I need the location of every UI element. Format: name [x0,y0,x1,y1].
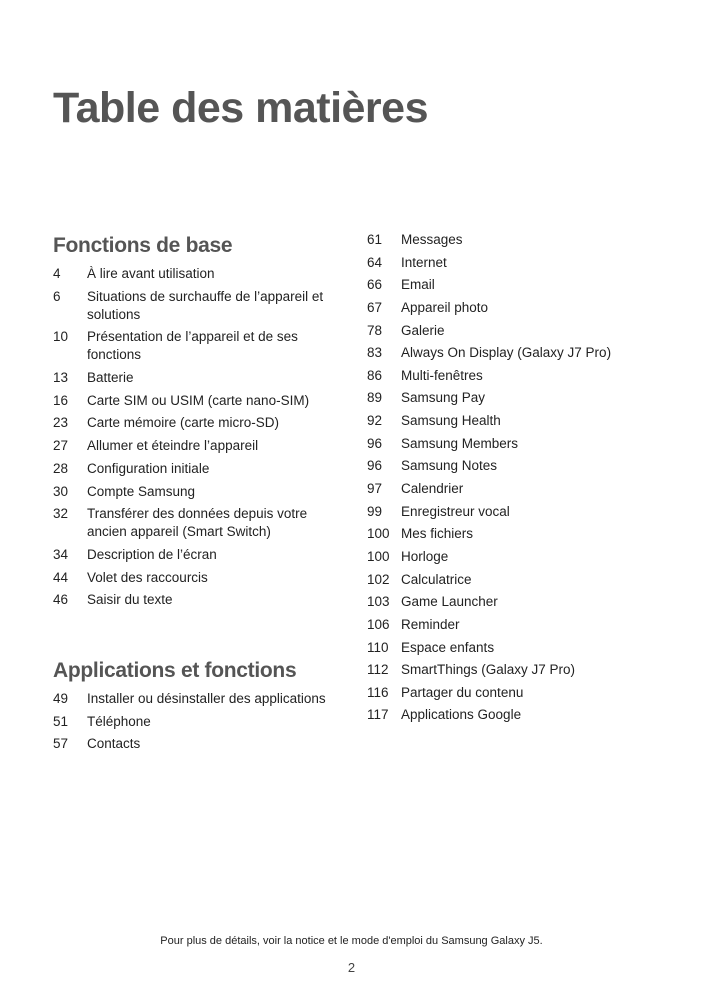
toc-list-fonctions-de-base [53,265,338,609]
toc-page-number: 117 [367,707,389,723]
footnote: Pour plus de détails, voir la notice et le mode d'emploi du Samsung Galaxy J5. [160,935,543,947]
toc-entry[interactable] [53,265,338,283]
toc-entry-label: Game Launcher [401,594,498,610]
page-number: 2 [347,960,356,975]
toc-column-left [53,231,338,758]
toc-entry[interactable] [367,525,667,543]
toc-entry[interactable] [53,437,338,455]
toc-page-number: 64 [367,254,383,270]
toc-page-number: 102 [367,571,390,587]
toc-entry-label: Messages [401,232,463,247]
toc-page-number: 67 [367,299,383,315]
toc-page-number: 110 [367,639,389,655]
toc-page-number: 51 [53,713,69,729]
toc-page-number: 100 [367,548,390,564]
toc-page-number: 30 [53,483,69,499]
toc-entry[interactable] [367,322,667,340]
toc-entry-label: Email [401,277,435,293]
toc-page-number: 103 [367,594,390,610]
toc-entry[interactable] [53,569,338,587]
toc-page-number: 89 [367,390,383,406]
toc-page-number: 112 [367,662,389,678]
toc-entry-label: Internet [401,254,447,270]
section-title-applications-et-fonctions: Applications et fonctions [53,658,297,682]
toc-page-number: 23 [53,415,69,431]
toc-entry-label: Transférer des données depuis votre ancien appareil (Smart Switch) [87,506,308,540]
toc-page-number: 83 [367,345,383,361]
toc-entry[interactable] [367,616,667,634]
toc-entry-label: À lire avant utilisation [87,266,215,281]
toc-entry[interactable] [367,639,667,657]
toc-page-number: 34 [53,546,69,562]
toc-entry-label: Carte mémoire (carte micro-SD) [87,415,280,431]
toc-entry[interactable] [367,457,667,475]
toc-page-number: 57 [53,736,69,752]
toc-entry-label: Partager du contenu [401,684,524,700]
toc-page-number: 4 [53,266,61,281]
toc-entry[interactable] [367,435,667,453]
toc-entry-label: Téléphone [87,713,151,729]
toc-entry[interactable] [367,344,667,362]
toc-entry[interactable] [53,735,338,753]
toc-page-number: 46 [53,592,69,608]
toc-page-number: 61 [367,232,383,247]
toc-entry-label: Applications Google [401,707,522,723]
toc-entry-label: Contacts [87,736,141,752]
toc-entry[interactable] [367,593,667,611]
toc-page-number: 27 [53,438,69,454]
toc-entry-label: Reminder [401,616,460,632]
toc-entry-label: Mes fichiers [401,526,474,542]
toc-entry[interactable] [53,288,338,324]
toc-entry-label: Appareil photo [401,299,489,315]
toc-page-number: 97 [367,481,383,497]
toc-entry-label: Enregistreur vocal [401,503,510,519]
toc-entry[interactable] [367,480,667,498]
toc-entry-label: Samsung Members [401,435,519,451]
toc-entry[interactable] [53,690,338,708]
toc-entry-label: Batterie [87,370,134,386]
toc-page-number: 100 [367,526,390,542]
toc-entry-label: Espace enfants [401,639,495,655]
toc-entry-label: Saisir du texte [87,592,173,608]
toc-page-number: 13 [53,370,69,386]
toc-entry[interactable] [367,684,667,702]
toc-entry-label: Calendrier [401,481,464,497]
toc-entry-label: Calculatrice [401,571,472,587]
toc-entry-label: Galerie [401,322,445,338]
toc-page-number: 106 [367,616,390,632]
toc-entry[interactable] [53,369,338,387]
toc-entry[interactable] [53,392,338,410]
toc-entry[interactable] [367,276,667,294]
toc-page-number: 99 [367,503,383,519]
toc-entry[interactable] [53,591,338,609]
toc-page-number: 28 [53,460,69,476]
toc-entry[interactable] [367,299,667,317]
toc-page-number: 6 [53,288,61,304]
section-title-fonctions-de-base: Fonctions de base [53,234,233,257]
toc-entry[interactable] [53,713,338,731]
page-title: Table des matières [53,84,428,132]
toc-page-number: 32 [53,506,69,522]
toc-entry-label: SmartThings (Galaxy J7 Pro) [401,662,576,678]
toc-page-number: 116 [367,684,389,700]
toc-entry-label: Compte Samsung [87,483,196,499]
toc-entry[interactable] [367,548,667,566]
toc-entry-label: Carte SIM ou USIM (carte nano-SIM) [87,392,310,408]
toc-page-number: 16 [53,392,69,408]
toc-entry[interactable] [53,546,338,564]
toc-entry[interactable] [367,503,667,521]
toc-entry[interactable] [53,414,338,432]
toc-page-number: 96 [367,435,383,451]
toc-entry-label: Installer ou désinstaller des applications [87,690,326,706]
toc-list-applications-et-fonctions-part-1 [53,690,338,753]
toc-entry[interactable] [367,254,667,272]
toc-entry[interactable] [53,460,338,478]
toc-entry-label: Samsung Health [401,413,501,429]
section-spacer [53,614,338,656]
toc-entry[interactable] [367,571,667,589]
toc-entry[interactable] [53,505,338,541]
toc-entry-label: Always On Display (Galaxy J7 Pro) [401,345,612,361]
toc-entry-label: Horloge [401,548,449,564]
toc-entry-label: Description de l’écran [87,546,217,562]
toc-entry-label: Samsung Notes [401,458,498,474]
toc-entry[interactable] [367,389,667,407]
toc-page-number: 96 [367,458,383,474]
toc-entry[interactable] [367,706,667,724]
toc-page-number: 66 [367,277,383,293]
toc-entry[interactable] [367,231,667,249]
toc-entry[interactable] [53,328,338,364]
toc-list-applications-et-fonctions-part-2 [367,231,667,724]
toc-entry-label: Présentation de l’appareil et de ses fonctions [87,329,298,363]
toc-entry-label: Volet des raccourcis [87,569,208,585]
toc-entry-label: Samsung Pay [401,390,486,406]
toc-page-number: 86 [367,367,383,383]
toc-entry[interactable] [367,661,667,679]
toc-entry-label: Situations de surchauffe de l’appareil et solutions [87,288,324,322]
toc-page-number: 78 [367,322,383,338]
toc-entry[interactable] [367,412,667,430]
toc-entry-label: Allumer et éteindre l’appareil [87,438,259,454]
toc-entry-label: Configuration initiale [87,460,210,476]
toc-page-number: 92 [367,413,383,429]
toc-entry[interactable] [367,367,667,385]
toc-page-number: 10 [53,329,69,345]
toc-page-number: 44 [53,569,69,585]
toc-entry[interactable] [53,483,338,501]
toc-entry-label: Multi-fenêtres [401,367,483,383]
toc-column-right [367,231,667,729]
toc-page-number: 49 [53,690,69,706]
